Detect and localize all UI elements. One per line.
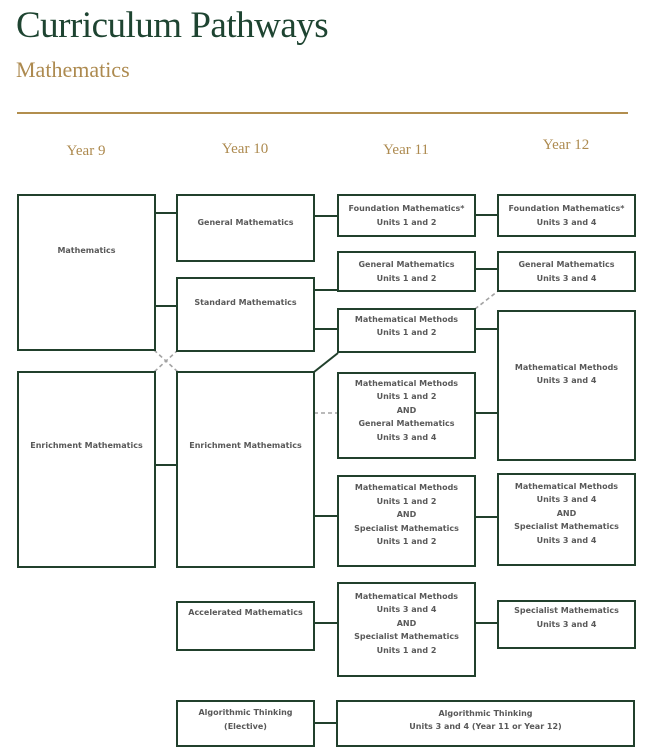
course-box-line: Units 3 and 4: [376, 432, 437, 442]
connector-enrich9-to-enrich10: [156, 464, 177, 466]
course-box-mm11: [337, 308, 476, 353]
connector-dashed-math-to-enrich10: [154, 350, 178, 372]
connector-math-to-standard10: [156, 305, 177, 307]
course-box-alg1112: [336, 700, 635, 747]
course-box-line: Mathematical Methods: [514, 481, 619, 491]
connector-accelerated-to-methods34-specialist12: [314, 622, 338, 624]
course-box-line: Units 1 and 2: [376, 328, 437, 337]
connector-standard10-to-general11: [314, 289, 338, 291]
header-divider: [17, 112, 628, 114]
course-box-line: AND: [396, 510, 417, 520]
course-box-alg10: [176, 700, 315, 747]
course-box-line: Units 1 and 2: [376, 273, 437, 283]
course-box-line: Units 1 and 2: [376, 217, 437, 227]
course-box-line: Foundation Mathematics*: [348, 204, 465, 213]
course-box-line: Enrichment Mathematics: [189, 441, 302, 451]
course-box-line: Specialist Mathematics: [354, 523, 459, 533]
connector-methods34-to-specialist12: [475, 622, 498, 624]
course-box-line: General Mathematics: [358, 419, 455, 429]
course-box-mmsp12: [497, 473, 636, 566]
connector-methods11-to-methods12: [475, 328, 498, 330]
connector-foundation11-to-foundation12: [475, 214, 498, 216]
course-box-enr10: [176, 371, 315, 568]
connector-dashed-enrich9-to-standard10: [154, 350, 178, 372]
course-box-fnd12: [497, 194, 636, 237]
course-box-gen12: [497, 251, 636, 292]
course-box-line: Algorithmic Thinking: [198, 708, 293, 717]
connector-methods-specialist11-to-12: [475, 516, 498, 518]
course-box-line: Standard Mathematics: [194, 298, 297, 308]
course-box-line: Units 3 and 4: [376, 605, 437, 615]
connector-general11-to-general12: [475, 268, 498, 270]
course-box-line: General Mathematics: [358, 260, 455, 269]
course-box-std10: [176, 277, 315, 352]
course-box-line: Units 1 and 2: [376, 645, 437, 655]
column-header-year-12: Year 12: [542, 137, 590, 153]
course-box-line: General Mathematics: [197, 218, 294, 228]
course-box-line: Enrichment Mathematics: [30, 441, 143, 451]
course-box-line: (Elective): [224, 721, 267, 731]
course-box-line: Units 3 and 4: [536, 535, 597, 545]
page-title: Curriculum Pathways: [16, 5, 329, 46]
course-box-mmsp11: [337, 475, 476, 567]
course-box-line: Units 1 and 2: [376, 537, 437, 547]
course-box-line: Algorithmic Thinking: [438, 708, 533, 718]
course-box-line: Units 1 and 2: [376, 392, 437, 402]
course-box-line: Mathematical Methods: [354, 378, 459, 388]
connector-general10-to-foundation11: [314, 215, 338, 217]
course-box-gen11: [337, 251, 476, 292]
connector-enrich10-to-methods11-diagonal: [314, 353, 338, 372]
course-box-mmgm11: [337, 372, 476, 459]
course-box-line: Specialist Mathematics: [514, 606, 619, 615]
connector-standard10-to-methods11: [314, 328, 338, 330]
course-box-line: Mathematical Methods: [514, 362, 619, 372]
connector-dashed-methods11-to-general12: [475, 291, 498, 309]
connector-math-to-general10: [156, 212, 177, 214]
course-box-line: Units 3 and 4: [536, 495, 597, 505]
course-box-line: Units 3 and 4: [536, 273, 597, 283]
column-header-year-10: Year 10: [221, 141, 269, 157]
connector-algorithmic-elective-to-units34: [313, 722, 337, 724]
course-box-line: Mathematical Methods: [354, 483, 459, 493]
course-box-line: General Mathematics: [518, 260, 615, 269]
course-box-spec12: [497, 600, 636, 649]
course-box-line: Mathematics: [57, 246, 116, 256]
course-box-line: AND: [556, 508, 577, 518]
course-box-line: Foundation Mathematics*: [508, 204, 625, 213]
course-box-line: Units 3 and 4: [536, 619, 597, 629]
course-box-line: Mathematical Methods: [354, 314, 459, 324]
course-box-line: Units 1 and 2: [376, 496, 437, 506]
course-box-acc10: [176, 601, 315, 651]
course-box-line: Units 3 and 4: [536, 376, 597, 385]
connector-methods-general-to-methods12: [475, 412, 498, 414]
course-box-line: Mathematical Methods: [354, 591, 459, 601]
connector-enrich10-to-methods-specialist11: [314, 515, 338, 517]
course-box-mm12: [497, 310, 636, 461]
course-box-line: Specialist Mathematics: [354, 632, 459, 642]
course-box-line: AND: [396, 618, 417, 628]
course-box-line: Units 3 and 4 (Year 11 or Year 12): [409, 722, 562, 731]
course-box-line: Accelerated Mathematics: [188, 608, 303, 618]
course-box-line: Specialist Mathematics: [514, 522, 619, 532]
course-box-fnd11: [337, 194, 476, 237]
course-box-line: AND: [396, 405, 417, 415]
column-header-year-9: Year 9: [66, 143, 106, 159]
page-subtitle: Mathematics: [16, 57, 130, 82]
course-box-enr9: [17, 371, 156, 568]
column-header-year-11: Year 11: [383, 142, 429, 158]
course-box-line: Units 3 and 4: [536, 217, 597, 227]
course-box-math: [17, 194, 156, 351]
course-box-gen10: [176, 194, 315, 262]
course-box-mmsp34-11: [337, 582, 476, 677]
